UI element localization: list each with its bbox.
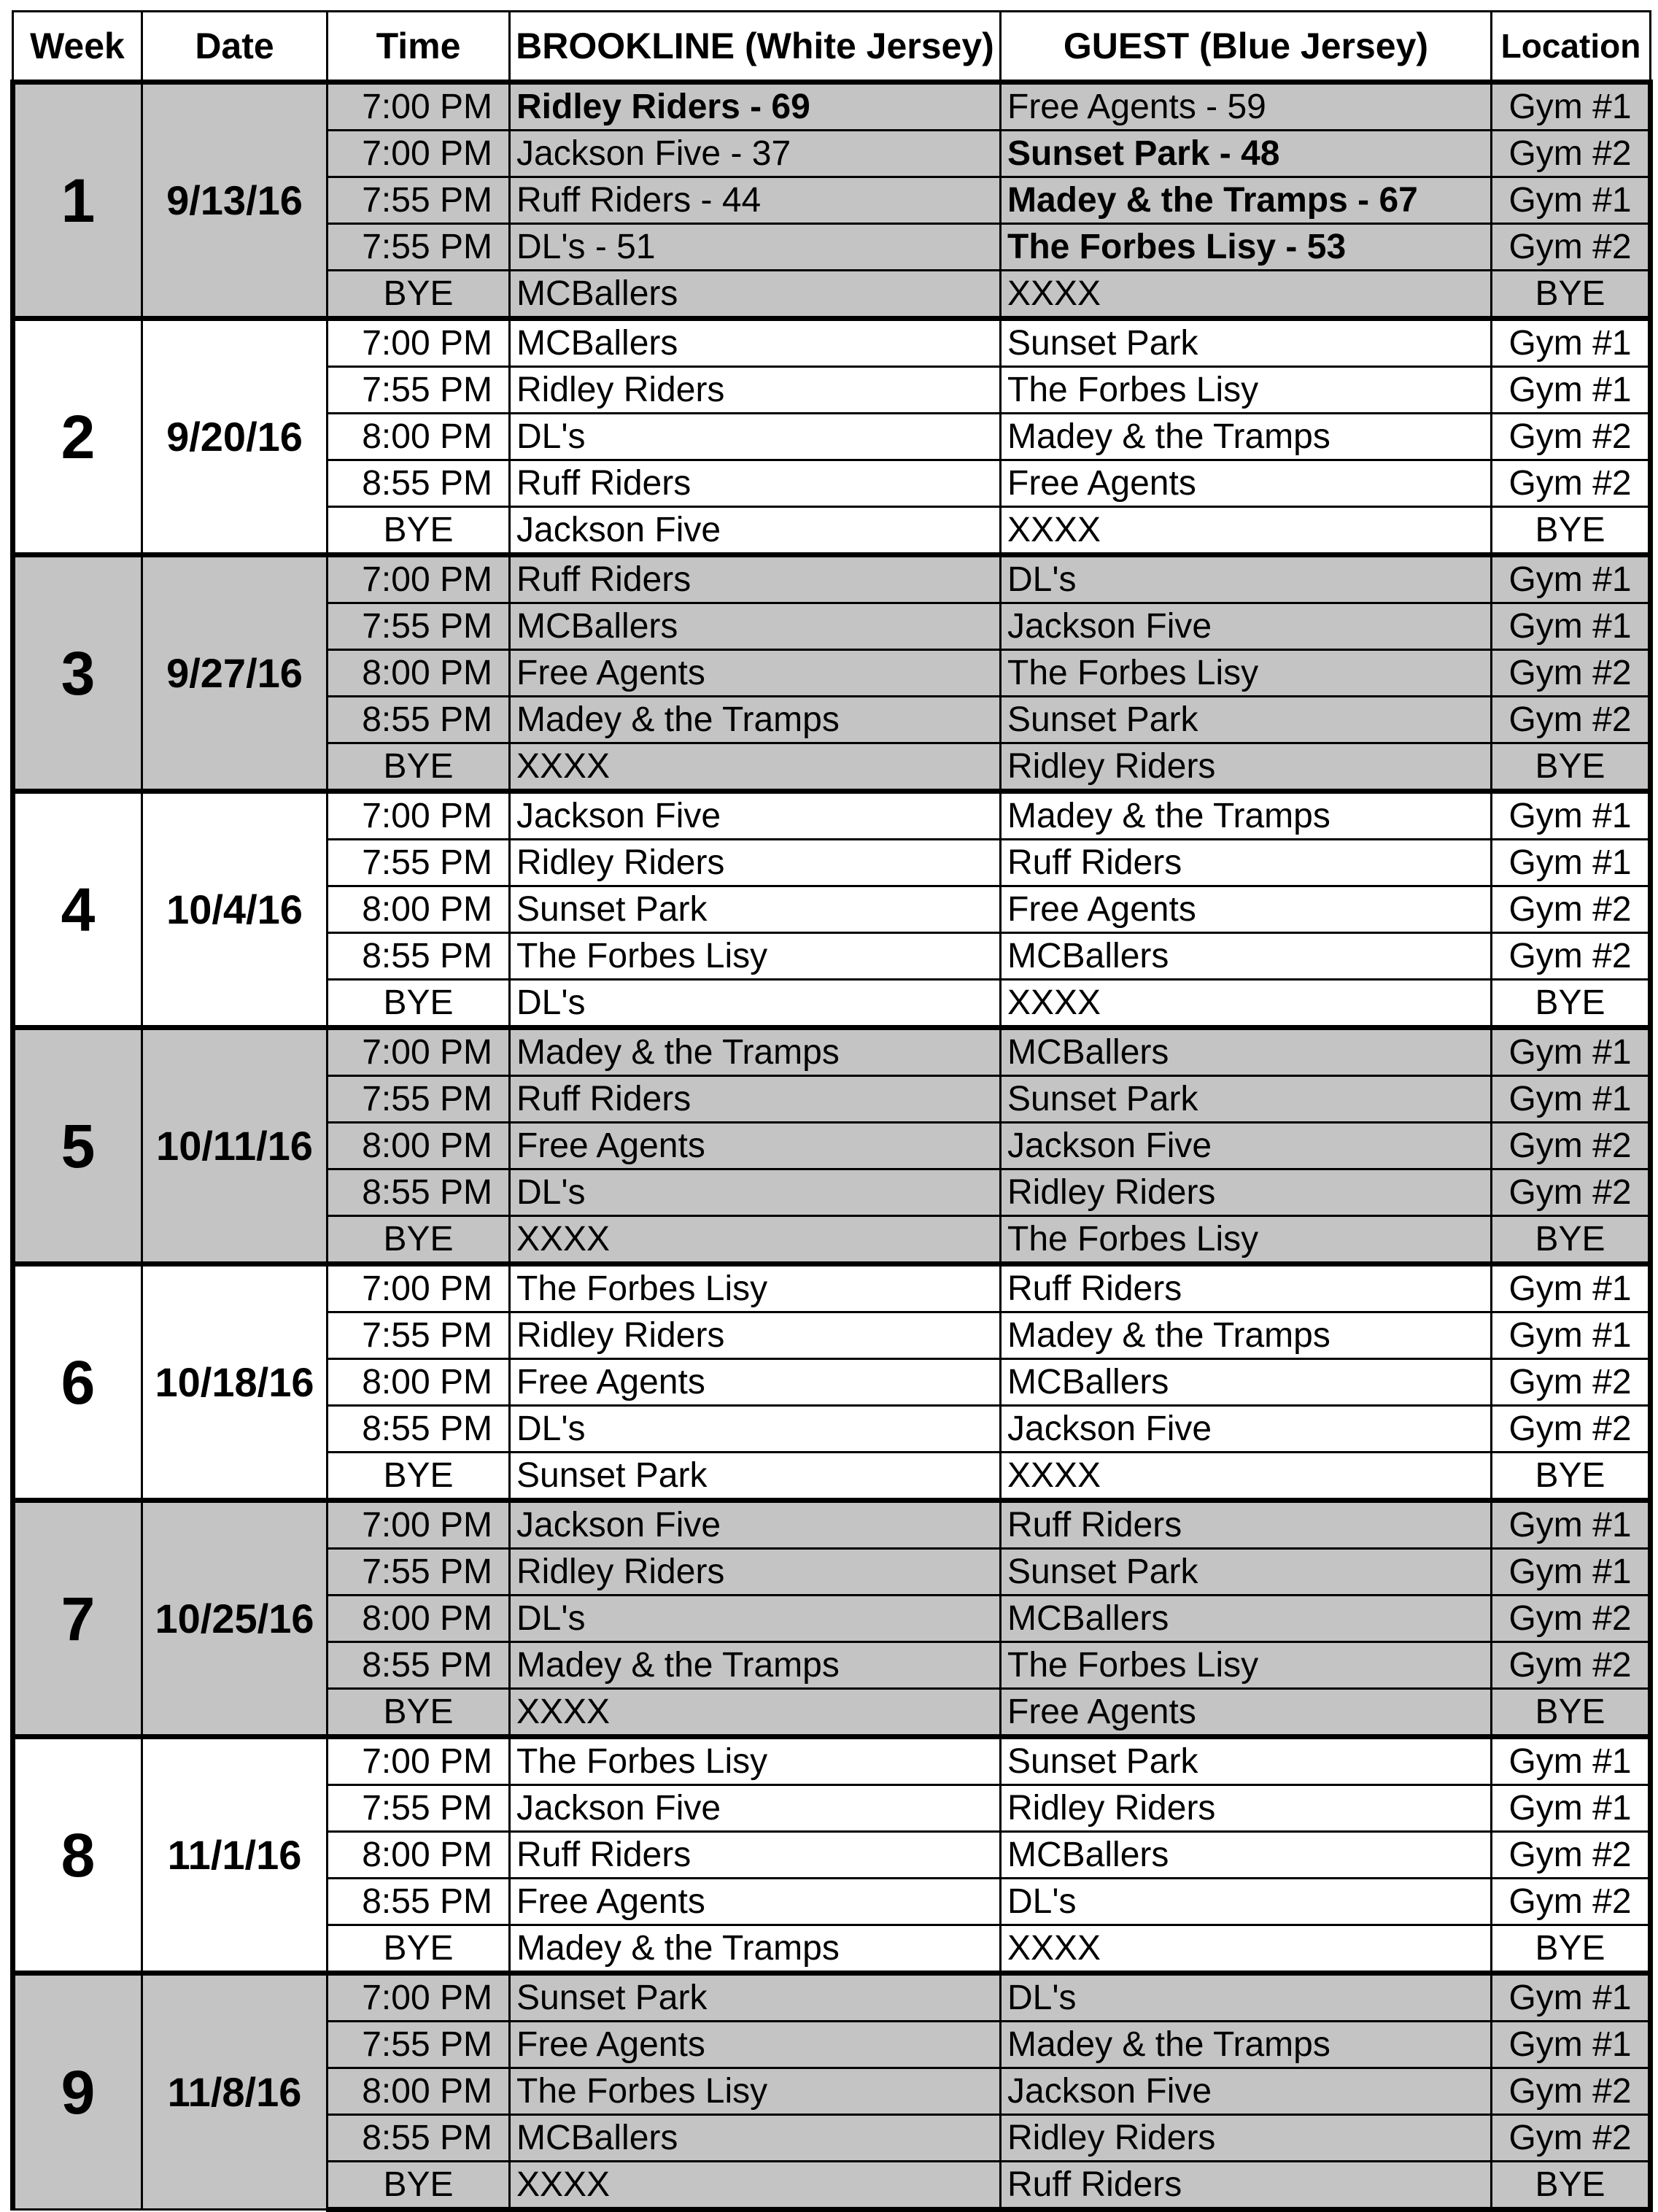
home-team: DL's xyxy=(510,980,1001,1028)
home-team: Ruff Riders xyxy=(510,1832,1001,1879)
guest-team: Sunset Park xyxy=(1001,1549,1492,1596)
guest-team: Sunset Park xyxy=(1001,319,1492,367)
game-location: Gym #2 xyxy=(1492,2068,1651,2115)
game-time: 8:00 PM xyxy=(328,1596,510,1642)
week-group xyxy=(13,1501,1651,1737)
game-location: Gym #1 xyxy=(1492,1501,1651,1549)
game-location: Gym #1 xyxy=(1492,82,1651,131)
home-team: Madey & the Tramps xyxy=(510,1642,1001,1689)
week-number: 7 xyxy=(13,1501,142,1737)
game-location: Gym #1 xyxy=(1492,1973,1651,2022)
week-number: 9 xyxy=(13,1973,142,2210)
home-team: The Forbes Lisy xyxy=(510,933,1001,980)
week-number: 3 xyxy=(13,555,142,792)
home-team-column-header: BROOKLINE (White Jersey) xyxy=(510,12,1001,82)
game-location: BYE xyxy=(1492,1689,1651,1737)
guest-team: DL's xyxy=(1001,1879,1492,1925)
game-location: Gym #2 xyxy=(1492,1832,1651,1879)
table-row xyxy=(13,82,1651,131)
game-time: 7:00 PM xyxy=(328,131,510,177)
game-time: 7:55 PM xyxy=(328,367,510,414)
table-row xyxy=(13,555,1651,603)
home-team: Jackson Five xyxy=(510,1501,1001,1549)
home-team: DL's xyxy=(510,1596,1001,1642)
guest-team: Ruff Riders xyxy=(1001,840,1492,886)
game-location: Gym #1 xyxy=(1492,792,1651,840)
home-team: Free Agents xyxy=(510,1123,1001,1169)
guest-team: Madey & the Tramps xyxy=(1001,792,1492,840)
game-time: 8:55 PM xyxy=(328,1406,510,1453)
guest-team: Ruff Riders xyxy=(1001,1501,1492,1549)
guest-team: Sunset Park xyxy=(1001,697,1492,743)
table-row xyxy=(13,1028,1651,1076)
game-time: 8:55 PM xyxy=(328,933,510,980)
game-time: 7:55 PM xyxy=(328,1785,510,1832)
game-time: BYE xyxy=(328,2162,510,2210)
guest-team-column-header: GUEST (Blue Jersey) xyxy=(1001,12,1492,82)
home-team: Jackson Five xyxy=(510,1785,1001,1832)
table-row xyxy=(13,1973,1651,2022)
week-date: 10/18/16 xyxy=(142,1264,328,1501)
game-location: Gym #2 xyxy=(1492,1169,1651,1216)
game-location: BYE xyxy=(1492,507,1651,555)
guest-team: Jackson Five xyxy=(1001,1406,1492,1453)
guest-team: Ridley Riders xyxy=(1001,2115,1492,2162)
home-team: Madey & the Tramps xyxy=(510,1028,1001,1076)
guest-team: The Forbes Lisy xyxy=(1001,367,1492,414)
home-team: Ridley Riders xyxy=(510,1312,1001,1359)
home-team: Free Agents xyxy=(510,650,1001,697)
game-time: 8:55 PM xyxy=(328,460,510,507)
home-team: DL's xyxy=(510,1406,1001,1453)
week-group xyxy=(13,319,1651,555)
guest-team: Madey & the Tramps - 67 xyxy=(1001,177,1492,224)
guest-team: MCBallers xyxy=(1001,1028,1492,1076)
guest-team: Free Agents xyxy=(1001,886,1492,933)
week-number: 2 xyxy=(13,319,142,555)
game-location: Gym #1 xyxy=(1492,555,1651,603)
guest-team: XXXX xyxy=(1001,507,1492,555)
game-location: Gym #1 xyxy=(1492,1028,1651,1076)
table-row xyxy=(13,1737,1651,1785)
week-number: 6 xyxy=(13,1264,142,1501)
game-time: 8:00 PM xyxy=(328,650,510,697)
table-header xyxy=(13,12,1651,82)
guest-team: DL's xyxy=(1001,555,1492,603)
home-team: Jackson Five xyxy=(510,507,1001,555)
guest-team: Madey & the Tramps xyxy=(1001,1312,1492,1359)
game-time: 7:00 PM xyxy=(328,1973,510,2022)
home-team: XXXX xyxy=(510,743,1001,792)
game-location: Gym #1 xyxy=(1492,319,1651,367)
week-number: 1 xyxy=(13,82,142,319)
home-team: XXXX xyxy=(510,2162,1001,2210)
week-date: 10/11/16 xyxy=(142,1028,328,1264)
guest-team: Sunset Park xyxy=(1001,1076,1492,1123)
home-team: Jackson Five xyxy=(510,792,1001,840)
game-time: 8:00 PM xyxy=(328,2068,510,2115)
game-location: BYE xyxy=(1492,743,1651,792)
game-time: 7:55 PM xyxy=(328,840,510,886)
week-date: 11/8/16 xyxy=(142,1973,328,2210)
home-team: The Forbes Lisy xyxy=(510,2068,1001,2115)
home-team: MCBallers xyxy=(510,319,1001,367)
home-team: Sunset Park xyxy=(510,886,1001,933)
game-time: 8:55 PM xyxy=(328,1879,510,1925)
game-time: BYE xyxy=(328,743,510,792)
home-team: Free Agents xyxy=(510,2022,1001,2068)
home-team: MCBallers xyxy=(510,271,1001,319)
game-time: 8:55 PM xyxy=(328,2115,510,2162)
guest-team: The Forbes Lisy xyxy=(1001,650,1492,697)
home-team: The Forbes Lisy xyxy=(510,1737,1001,1785)
guest-team: Ruff Riders xyxy=(1001,2162,1492,2210)
game-location: BYE xyxy=(1492,271,1651,319)
guest-team: The Forbes Lisy xyxy=(1001,1216,1492,1264)
home-team: XXXX xyxy=(510,1216,1001,1264)
game-time: BYE xyxy=(328,1453,510,1501)
game-location: Gym #2 xyxy=(1492,886,1651,933)
game-time: 8:00 PM xyxy=(328,886,510,933)
game-time: 7:55 PM xyxy=(328,224,510,271)
home-team: Ridley Riders xyxy=(510,1549,1001,1596)
game-location: Gym #2 xyxy=(1492,1642,1651,1689)
week-date: 9/27/16 xyxy=(142,555,328,792)
table-row xyxy=(13,1264,1651,1312)
game-location: Gym #2 xyxy=(1492,1359,1651,1406)
game-time: 7:00 PM xyxy=(328,1264,510,1312)
home-team: Sunset Park xyxy=(510,1973,1001,2022)
guest-team: DL's xyxy=(1001,1973,1492,2022)
guest-team: Madey & the Tramps xyxy=(1001,414,1492,460)
guest-team: XXXX xyxy=(1001,271,1492,319)
game-time: 7:00 PM xyxy=(328,555,510,603)
week-column-header: Week xyxy=(13,12,142,82)
game-time: 7:55 PM xyxy=(328,1312,510,1359)
game-location: Gym #2 xyxy=(1492,697,1651,743)
week-number: 8 xyxy=(13,1737,142,1973)
game-time: BYE xyxy=(328,1216,510,1264)
game-time: BYE xyxy=(328,980,510,1028)
game-location: Gym #2 xyxy=(1492,933,1651,980)
home-team: DL's xyxy=(510,414,1001,460)
game-location: Gym #2 xyxy=(1492,460,1651,507)
home-team: Sunset Park xyxy=(510,1453,1001,1501)
home-team: Ruff Riders xyxy=(510,460,1001,507)
home-team: MCBallers xyxy=(510,603,1001,650)
game-time: 8:55 PM xyxy=(328,1169,510,1216)
schedule-table xyxy=(10,10,1653,2212)
game-time: 8:55 PM xyxy=(328,1642,510,1689)
game-time: 7:55 PM xyxy=(328,1549,510,1596)
game-location: Gym #2 xyxy=(1492,650,1651,697)
game-time: BYE xyxy=(328,1925,510,1973)
home-team: DL's xyxy=(510,1169,1001,1216)
game-location: BYE xyxy=(1492,2162,1651,2210)
game-time: 8:00 PM xyxy=(328,1359,510,1406)
game-time: BYE xyxy=(328,271,510,319)
game-location: Gym #2 xyxy=(1492,414,1651,460)
game-time: 7:55 PM xyxy=(328,603,510,650)
game-location: Gym #1 xyxy=(1492,1549,1651,1596)
week-date: 9/13/16 xyxy=(142,82,328,319)
game-time: BYE xyxy=(328,507,510,555)
game-time: 8:00 PM xyxy=(328,1832,510,1879)
game-time: 7:00 PM xyxy=(328,792,510,840)
game-location: Gym #1 xyxy=(1492,177,1651,224)
game-location: Gym #1 xyxy=(1492,1264,1651,1312)
week-group xyxy=(13,555,1651,792)
week-group xyxy=(13,82,1651,319)
game-time: 7:00 PM xyxy=(328,1028,510,1076)
game-time: 7:00 PM xyxy=(328,319,510,367)
game-time: 7:55 PM xyxy=(328,177,510,224)
game-location: BYE xyxy=(1492,980,1651,1028)
guest-team: Free Agents - 59 xyxy=(1001,82,1492,131)
game-time: 7:00 PM xyxy=(328,1501,510,1549)
game-location: Gym #2 xyxy=(1492,1596,1651,1642)
game-location: BYE xyxy=(1492,1453,1651,1501)
game-time: 8:00 PM xyxy=(328,414,510,460)
game-location: BYE xyxy=(1492,1925,1651,1973)
home-team: Ruff Riders xyxy=(510,1076,1001,1123)
guest-team: XXXX xyxy=(1001,1453,1492,1501)
game-location: Gym #2 xyxy=(1492,1406,1651,1453)
home-team: XXXX xyxy=(510,1689,1001,1737)
guest-team: Ruff Riders xyxy=(1001,1264,1492,1312)
home-team: The Forbes Lisy xyxy=(510,1264,1001,1312)
game-location: Gym #1 xyxy=(1492,1785,1651,1832)
guest-team: MCBallers xyxy=(1001,1359,1492,1406)
date-column-header: Date xyxy=(142,12,328,82)
game-location: Gym #1 xyxy=(1492,2022,1651,2068)
game-location: Gym #1 xyxy=(1492,1312,1651,1359)
header-row xyxy=(13,12,1651,82)
game-location: Gym #2 xyxy=(1492,1879,1651,1925)
game-location: Gym #1 xyxy=(1492,603,1651,650)
guest-team: The Forbes Lisy - 53 xyxy=(1001,224,1492,271)
game-location: Gym #2 xyxy=(1492,1123,1651,1169)
game-location: Gym #2 xyxy=(1492,131,1651,177)
game-time: 8:55 PM xyxy=(328,697,510,743)
guest-team: Jackson Five xyxy=(1001,603,1492,650)
guest-team: MCBallers xyxy=(1001,1596,1492,1642)
guest-team: Sunset Park xyxy=(1001,1737,1492,1785)
game-location: Gym #2 xyxy=(1492,224,1651,271)
home-team: Free Agents xyxy=(510,1359,1001,1406)
guest-team: Ridley Riders xyxy=(1001,743,1492,792)
guest-team: Madey & the Tramps xyxy=(1001,2022,1492,2068)
home-team: Ridley Riders xyxy=(510,367,1001,414)
guest-team: Free Agents xyxy=(1001,460,1492,507)
guest-team: Ridley Riders xyxy=(1001,1785,1492,1832)
guest-team: XXXX xyxy=(1001,980,1492,1028)
home-team: Ridley Riders xyxy=(510,840,1001,886)
week-number: 4 xyxy=(13,792,142,1028)
game-location: Gym #1 xyxy=(1492,840,1651,886)
week-group xyxy=(13,1737,1651,1973)
game-time: 7:55 PM xyxy=(328,2022,510,2068)
guest-team: Sunset Park - 48 xyxy=(1001,131,1492,177)
game-time: BYE xyxy=(328,1689,510,1737)
week-group xyxy=(13,1973,1651,2210)
guest-team: XXXX xyxy=(1001,1925,1492,1973)
home-team: Ruff Riders - 44 xyxy=(510,177,1001,224)
game-location: Gym #1 xyxy=(1492,367,1651,414)
week-date: 10/25/16 xyxy=(142,1501,328,1737)
week-group xyxy=(13,1028,1651,1264)
week-date: 10/4/16 xyxy=(142,792,328,1028)
game-time: 7:00 PM xyxy=(328,82,510,131)
game-time: 7:55 PM xyxy=(328,1076,510,1123)
home-team: DL's - 51 xyxy=(510,224,1001,271)
table-row xyxy=(13,792,1651,840)
game-time: 7:00 PM xyxy=(328,1737,510,1785)
guest-team: MCBallers xyxy=(1001,933,1492,980)
home-team: Ruff Riders xyxy=(510,555,1001,603)
table-row xyxy=(13,319,1651,367)
home-team: Ridley Riders - 69 xyxy=(510,82,1001,131)
week-group xyxy=(13,1264,1651,1501)
home-team: Madey & the Tramps xyxy=(510,697,1001,743)
home-team: Madey & the Tramps xyxy=(510,1925,1001,1973)
location-column-header: Location xyxy=(1492,12,1651,82)
guest-team: Jackson Five xyxy=(1001,1123,1492,1169)
week-group xyxy=(13,792,1651,1028)
week-date: 9/20/16 xyxy=(142,319,328,555)
guest-team: Free Agents xyxy=(1001,1689,1492,1737)
guest-team: The Forbes Lisy xyxy=(1001,1642,1492,1689)
game-location: Gym #1 xyxy=(1492,1737,1651,1785)
time-column-header: Time xyxy=(328,12,510,82)
guest-team: Ridley Riders xyxy=(1001,1169,1492,1216)
home-team: Free Agents xyxy=(510,1879,1001,1925)
game-location: Gym #1 xyxy=(1492,1076,1651,1123)
game-location: BYE xyxy=(1492,1216,1651,1264)
guest-team: Jackson Five xyxy=(1001,2068,1492,2115)
table-row xyxy=(13,1501,1651,1549)
game-time: 8:00 PM xyxy=(328,1123,510,1169)
game-location: Gym #2 xyxy=(1492,2115,1651,2162)
week-date: 11/1/16 xyxy=(142,1737,328,1973)
home-team: MCBallers xyxy=(510,2115,1001,2162)
home-team: Jackson Five - 37 xyxy=(510,131,1001,177)
week-number: 5 xyxy=(13,1028,142,1264)
guest-team: MCBallers xyxy=(1001,1832,1492,1879)
